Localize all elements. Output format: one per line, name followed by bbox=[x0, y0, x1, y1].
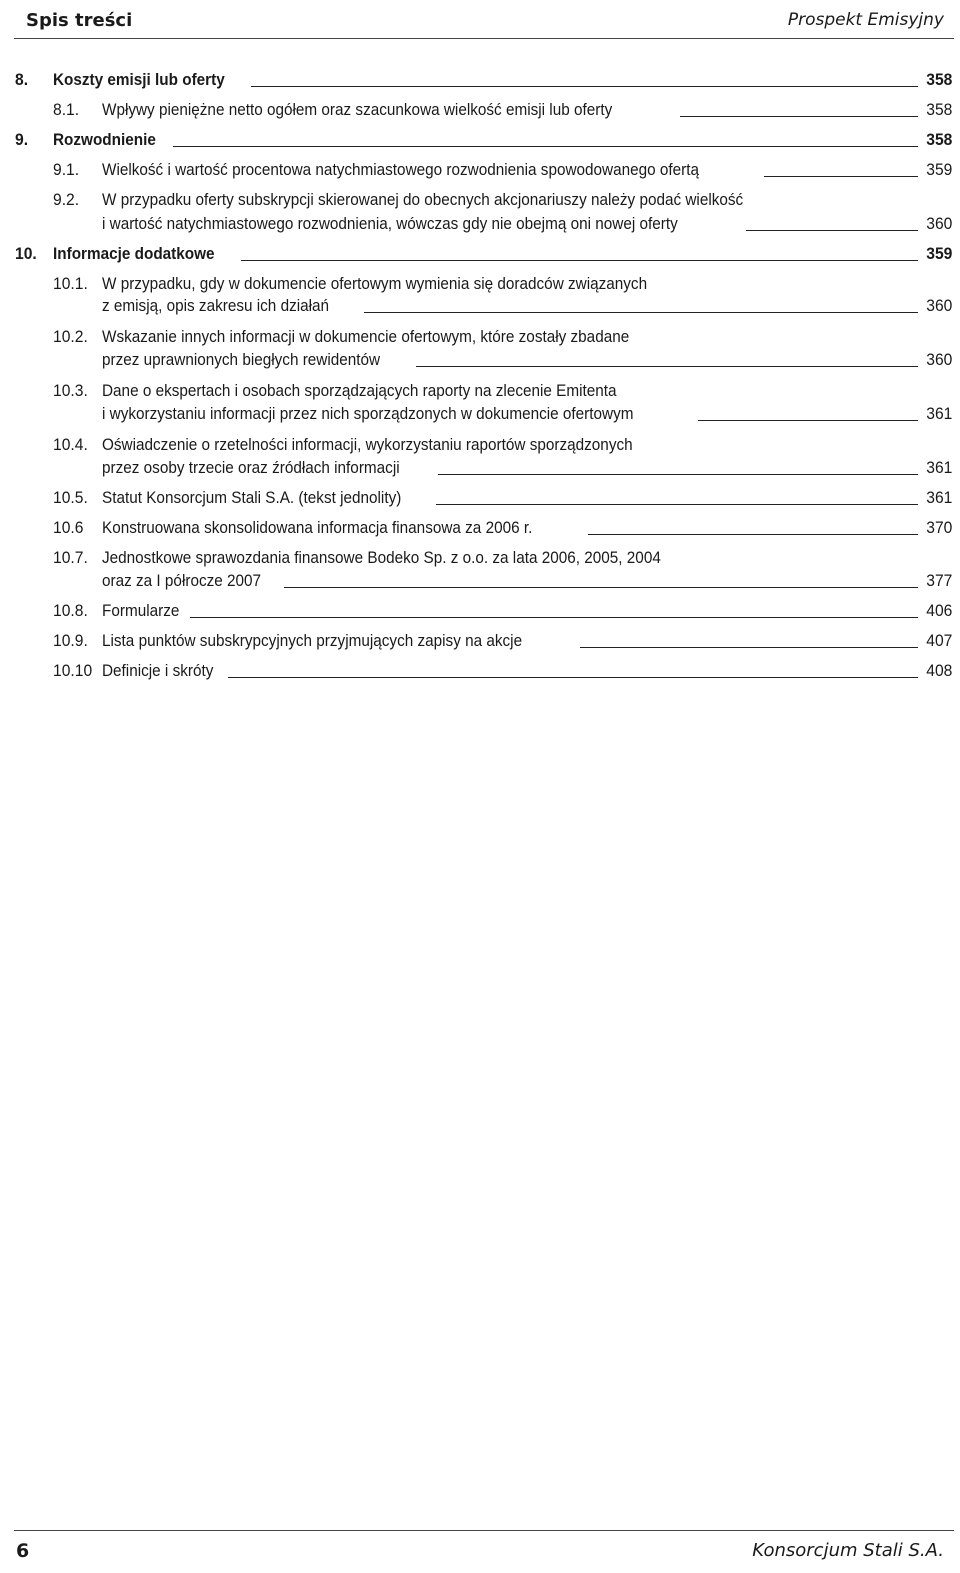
toc-page: 408 bbox=[925, 661, 952, 680]
toc-title: Koszty emisji lub oferty bbox=[53, 70, 225, 89]
company-name: Konsorcjum Stali S.A. bbox=[752, 1540, 944, 1561]
toc-number: 10.5. bbox=[53, 488, 88, 507]
toc-page: 360 bbox=[925, 214, 952, 233]
toc-number: 10.10 bbox=[53, 661, 93, 680]
toc-leader bbox=[438, 474, 918, 475]
toc-title-line-1: Dane o ekspertach i osobach sporządzających raporty na zlecenie Emitenta bbox=[102, 381, 617, 400]
toc-leader bbox=[228, 677, 918, 678]
toc-page: 370 bbox=[925, 518, 952, 537]
toc-number: 8.1. bbox=[53, 100, 80, 119]
toc-number: 8. bbox=[15, 70, 29, 89]
toc-number: 9. bbox=[15, 130, 29, 149]
toc-title: Formularze bbox=[102, 601, 180, 620]
toc-title-line-2: i wykorzystaniu informacji przez nich sporządzonych w dokumencie ofertowym bbox=[102, 404, 634, 423]
toc-page: 407 bbox=[925, 631, 952, 650]
toc-page: 377 bbox=[925, 571, 952, 590]
toc-title: Wpływy pieniężne netto ogółem oraz szacunkowa wielkość emisji lub oferty bbox=[102, 100, 613, 119]
toc-leader bbox=[746, 230, 918, 231]
toc-leader bbox=[698, 420, 918, 421]
toc-number: 10.6 bbox=[53, 518, 84, 537]
toc-leader bbox=[284, 587, 918, 588]
toc-page: 359 bbox=[925, 244, 952, 263]
toc-title-line-2: i wartość natychmiastowego rozwodnienia, wówczas gdy nie obejmą oni nowej oferty bbox=[102, 214, 678, 233]
toc-leader bbox=[251, 86, 918, 87]
toc-number: 10.8. bbox=[53, 601, 88, 620]
toc-title: Lista punktów subskrypcyjnych przyjmujących zapisy na akcje bbox=[102, 631, 523, 650]
document-title: Prospekt Emisyjny bbox=[787, 10, 944, 30]
toc-title-line-2: z emisją, opis zakresu ich działań bbox=[102, 296, 330, 315]
toc-title: Definicje i skróty bbox=[102, 661, 214, 680]
toc-number: 10. bbox=[15, 244, 37, 263]
toc-page: 360 bbox=[925, 350, 952, 369]
toc-title: Statut Konsorcjum Stali S.A. (tekst jednolity) bbox=[102, 488, 402, 507]
toc-page: 358 bbox=[925, 70, 952, 89]
toc-leader bbox=[580, 647, 918, 648]
toc-leader bbox=[364, 312, 918, 313]
page-number: 6 bbox=[16, 1540, 30, 1562]
toc-title: Konstruowana skonsolidowana informacja finansowa za 2006 r. bbox=[102, 518, 533, 537]
toc-title: Wielkość i wartość procentowa natychmiastowego rozwodnienia spowodowanego ofertą bbox=[102, 160, 700, 179]
toc-page: 361 bbox=[925, 458, 952, 477]
toc-page: 359 bbox=[925, 160, 952, 179]
toc-title: Rozwodnienie bbox=[53, 130, 156, 149]
toc-number: 10.1. bbox=[53, 274, 88, 293]
toc-title-line-1: Wskazanie innych informacji w dokumencie ofertowym, które zostały zbadane bbox=[102, 327, 630, 346]
toc-leader bbox=[416, 366, 918, 367]
toc-page: 358 bbox=[925, 130, 952, 149]
toc-leader bbox=[588, 534, 918, 535]
section-title: Spis treści bbox=[26, 10, 133, 31]
toc-number: 10.4. bbox=[53, 435, 88, 454]
toc-number: 10.2. bbox=[53, 327, 88, 346]
toc-number: 9.1. bbox=[53, 160, 80, 179]
page-header bbox=[14, 0, 954, 39]
toc-number: 9.2. bbox=[53, 190, 80, 209]
toc-leader bbox=[764, 176, 918, 177]
toc-leader bbox=[436, 504, 918, 505]
toc-leader bbox=[173, 146, 918, 147]
toc-title-line-2: oraz za I półrocze 2007 bbox=[102, 571, 262, 590]
toc-page: 406 bbox=[925, 601, 952, 620]
toc-title-line-1: Jednostkowe sprawozdania finansowe Bodeko Sp. z o.o. za lata 2006, 2005, 2004 bbox=[102, 548, 661, 567]
toc-title-line-2: przez uprawnionych biegłych rewidentów bbox=[102, 350, 381, 369]
toc-number: 10.9. bbox=[53, 631, 88, 650]
toc-leader bbox=[680, 116, 918, 117]
toc-page: 360 bbox=[925, 296, 952, 315]
toc-page: 358 bbox=[925, 100, 952, 119]
toc-title-line-1: Oświadczenie o rzetelności informacji, wykorzystaniu raportów sporządzonych bbox=[102, 435, 633, 454]
toc-title-line-2: przez osoby trzecie oraz źródłach informacji bbox=[102, 458, 400, 477]
toc-title-line-1: W przypadku, gdy w dokumencie ofertowym wymienia się doradców związanych bbox=[102, 274, 648, 293]
toc-page: 361 bbox=[925, 404, 952, 423]
toc-page: 361 bbox=[925, 488, 952, 507]
toc-number: 10.3. bbox=[53, 381, 88, 400]
page-footer bbox=[14, 1530, 954, 1571]
toc-title-line-1: W przypadku oferty subskrypcji skierowanej do obecnych akcjonariuszy należy podać wielkość bbox=[102, 190, 744, 209]
toc-leader bbox=[190, 617, 918, 618]
toc-number: 10.7. bbox=[53, 548, 88, 567]
toc-leader bbox=[241, 260, 918, 261]
toc-title: Informacje dodatkowe bbox=[53, 244, 215, 263]
